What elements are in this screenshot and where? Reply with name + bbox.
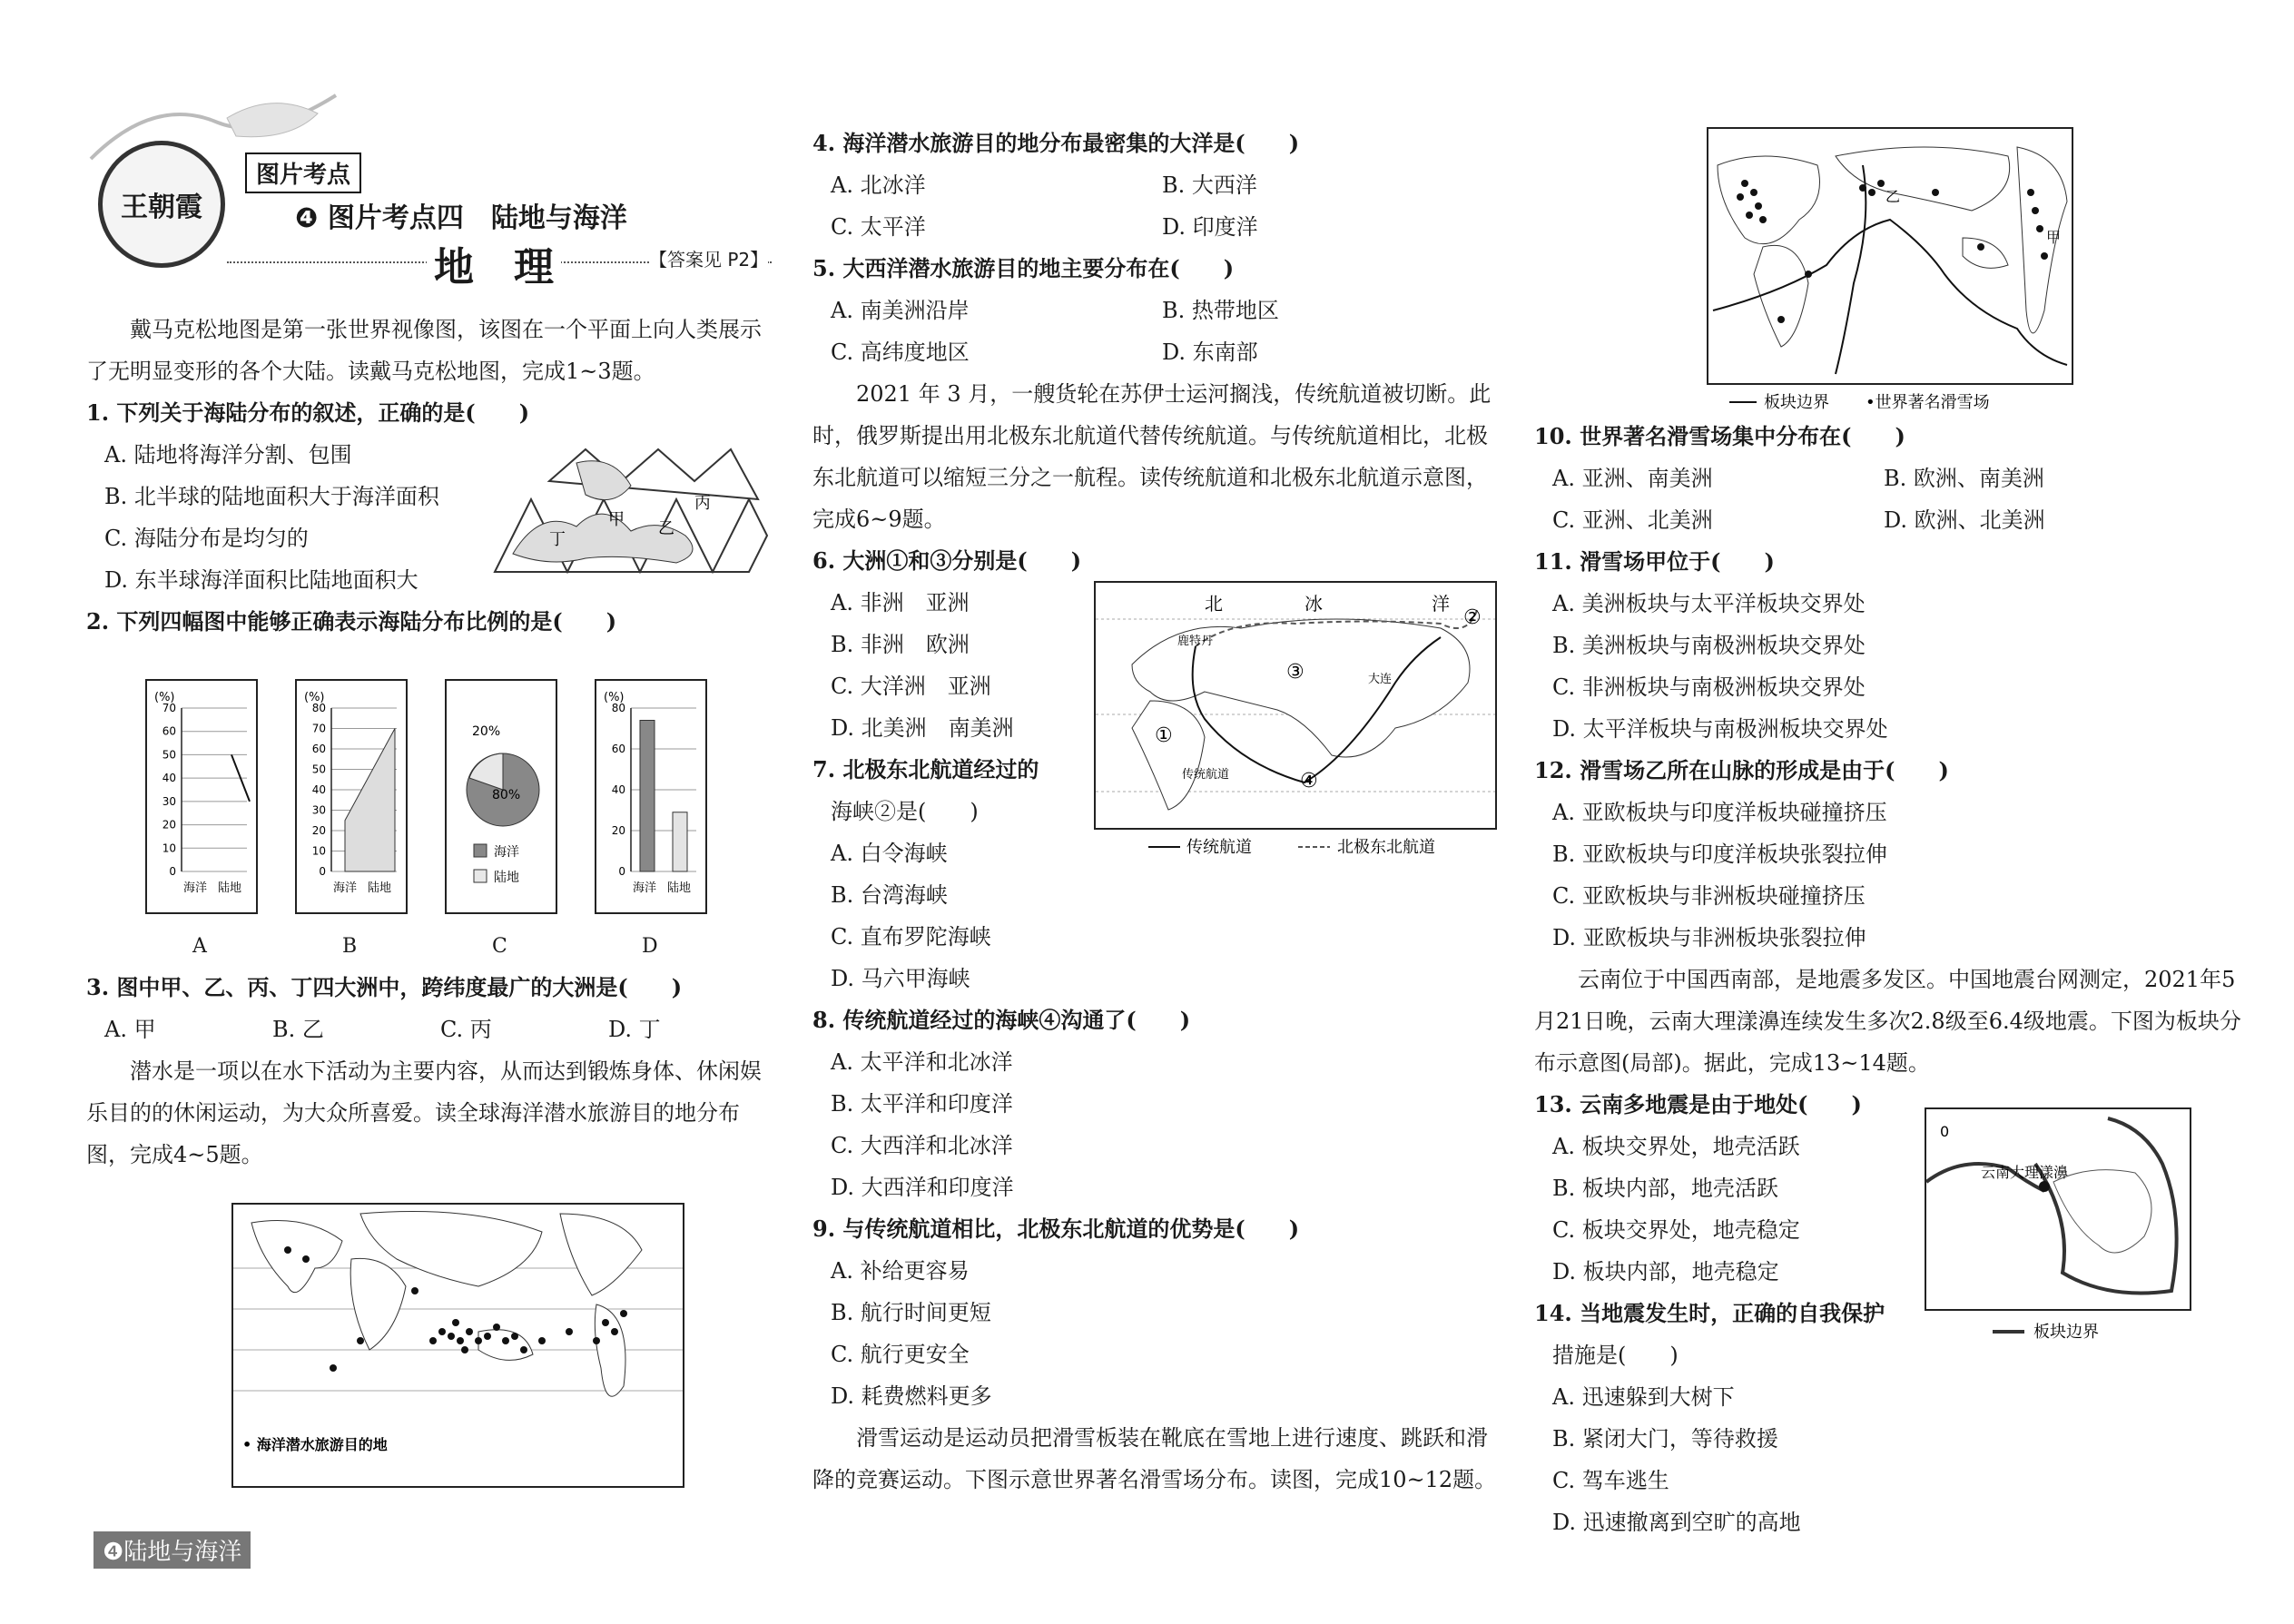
- map3-title-yang: 洋: [1432, 593, 1450, 615]
- q10-option-d[interactable]: D. 欧洲、北美洲: [1884, 507, 2045, 533]
- tick-label: 60: [311, 743, 326, 755]
- q12-option-a[interactable]: A. 亚欧板块与印度洋板块碰撞挤压: [1552, 800, 1887, 825]
- label-circle-1: ①: [1155, 724, 1173, 747]
- q9-option-b[interactable]: B. 航行时间更短: [831, 1300, 991, 1325]
- answer-ref: 【答案见 P2】: [649, 245, 768, 271]
- q3-option-b[interactable]: B. 乙: [272, 1017, 324, 1042]
- intro-5: 云南位于中国西南部，是地震多发区。中国地震台网测定，2021年5月21日晚，云南大理漾濞连续发生多次2.8级至6.4级地震。下图为板块分布示意图(局部)。据此，完成13~14题。: [1534, 967, 2241, 1076]
- yunnan-plate-map: [1925, 1107, 2191, 1311]
- question-7-cont: 海峡②是( ): [831, 799, 979, 824]
- legend-yunnan-plate-boundary: 板块边界: [2033, 1323, 2099, 1342]
- q6-option-a[interactable]: A. 非洲 亚洲: [831, 590, 970, 615]
- label-circle-4: ④: [1300, 770, 1318, 792]
- chart-unit: (%): [154, 691, 175, 704]
- question-11: 11. 滑雪场甲位于( ): [1534, 548, 1775, 575]
- tick-label: 30: [162, 794, 176, 808]
- bar-ocean: [640, 721, 655, 872]
- diving-map: [231, 1203, 684, 1488]
- q14-option-a[interactable]: A. 迅速躲到大树下: [1552, 1384, 1735, 1410]
- tick-label: 70: [162, 702, 176, 714]
- q9-option-a[interactable]: A. 补给更容易: [831, 1258, 970, 1284]
- q4-option-a[interactable]: A. 北冰洋: [831, 172, 926, 198]
- question-10: 10. 世界著名滑雪场集中分布在( ): [1534, 423, 1905, 449]
- tick-label: 0: [169, 865, 176, 878]
- tick-label: 20: [162, 818, 176, 832]
- q14-option-d[interactable]: D. 迅速撤离到空旷的高地: [1552, 1510, 1801, 1535]
- ski-resort-map: [1707, 127, 2073, 385]
- yunnan-place-label: 云南大理漾濞: [1981, 1164, 2069, 1181]
- legend-traditional-route: 传统航道: [1186, 838, 1252, 857]
- tick-label: 80: [311, 702, 326, 714]
- tick-label: 50: [162, 748, 176, 762]
- q12-option-c[interactable]: C. 亚欧板块与非洲板块碰撞挤压: [1552, 883, 1866, 909]
- q13-option-b[interactable]: B. 板块内部，地壳活跃: [1552, 1176, 1778, 1201]
- q8-option-c[interactable]: C. 大西洋和北冰洋: [831, 1133, 1013, 1158]
- tick-label: 60: [162, 724, 176, 738]
- x-label: 海洋: [333, 881, 358, 895]
- q14-option-c[interactable]: C. 驾车逃生: [1552, 1468, 1669, 1493]
- chart-unit: (%): [304, 691, 325, 704]
- pie-label-big: 80%: [492, 788, 521, 802]
- q1-option-a[interactable]: A. 陆地将海洋分割、包围: [104, 442, 352, 468]
- q6-option-b[interactable]: B. 非洲 欧洲: [831, 632, 970, 657]
- q10-option-c[interactable]: C. 亚洲、北美洲: [1552, 507, 1713, 533]
- chart-unit: (%): [604, 691, 625, 704]
- q7-option-c[interactable]: C. 直布罗陀海峡: [831, 924, 991, 950]
- tick-label: 10: [162, 842, 176, 855]
- q12-option-d[interactable]: D. 亚欧板块与非洲板块张裂拉伸: [1552, 925, 1866, 950]
- question-12: 12. 滑雪场乙所在山脉的形成是由于( ): [1534, 757, 1949, 783]
- q13-option-d[interactable]: D. 板块内部，地壳稳定: [1552, 1259, 1779, 1284]
- legend-ski-resort: •世界著名滑雪场: [1866, 393, 1990, 412]
- chart-letter-c: C: [492, 935, 507, 958]
- map3-title-bei: 北: [1205, 593, 1223, 615]
- label-circle-2: ②: [1463, 606, 1482, 629]
- x-label: 陆地: [667, 881, 692, 895]
- q9-option-c[interactable]: C. 航行更安全: [831, 1342, 970, 1367]
- pie-label-small: 20%: [472, 724, 501, 739]
- q3-option-d[interactable]: D. 丁: [608, 1017, 661, 1042]
- dymaxion-map: [477, 445, 776, 581]
- legend-arctic-route: 北极东北航道: [1337, 838, 1435, 857]
- q3-option-a[interactable]: A. 甲: [104, 1017, 156, 1042]
- q4-option-c[interactable]: C. 太平洋: [831, 214, 926, 240]
- logo-text: 王朝霞: [121, 192, 202, 223]
- chart-letter-d: D: [642, 935, 658, 958]
- q9-option-d[interactable]: D. 耗费燃料更多: [831, 1383, 992, 1409]
- q12-option-b[interactable]: B. 亚欧板块与印度洋板块张裂拉伸: [1552, 842, 1887, 867]
- q4-option-b[interactable]: B. 大西洋: [1162, 172, 1257, 198]
- q5-option-a[interactable]: A. 南美洲沿岸: [831, 298, 970, 323]
- tick-label: 20: [311, 824, 326, 837]
- ski-label-yi: 乙: [1885, 188, 1901, 205]
- q11-option-b[interactable]: B. 美洲板块与南极洲板块交界处: [1552, 633, 1866, 658]
- tick-label: 40: [311, 783, 326, 796]
- tick-label: 20: [611, 824, 625, 837]
- question-13: 13. 云南多地震是由于地处( ): [1534, 1091, 1862, 1117]
- q5-option-b[interactable]: B. 热带地区: [1162, 298, 1279, 323]
- x-label: 陆地: [218, 881, 242, 895]
- map3-title-bing: 冰: [1305, 593, 1323, 615]
- tick-label: 50: [311, 763, 326, 776]
- tick-label: 0: [319, 865, 326, 878]
- question-6: 6. 大洲①和③分别是( ): [812, 547, 1082, 574]
- question-7: 7. 北极东北航道经过的: [812, 756, 1039, 782]
- q13-option-c[interactable]: C. 板块交界处，地壳稳定: [1552, 1217, 1800, 1243]
- q8-option-d[interactable]: D. 大西洋和印度洋: [831, 1175, 1014, 1200]
- intro-3: 2021 年 3 月，一艘货轮在苏伊士运河搁浅，传统航道被切断。此时，俄罗斯提出用北极东北航道代替传统航道。与传统航道相比，北极东北航道可以缩短三分之一航程。读传统航道和北极东北航道示意图，完成6~9题。: [812, 381, 1492, 532]
- x-label: 海洋: [183, 881, 208, 895]
- question-14-cont: 措施是( ): [1552, 1343, 1679, 1368]
- yunnan-map-zero: 0: [1940, 1123, 1950, 1140]
- q14-option-b[interactable]: B. 紧闭大门，等待救援: [1552, 1426, 1778, 1452]
- tick-label: 40: [162, 772, 176, 785]
- q10-option-a[interactable]: A. 亚洲、南美洲: [1552, 466, 1713, 491]
- q1-option-d[interactable]: D. 东半球海洋面积比陆地面积大: [104, 567, 418, 593]
- question-2: 2. 下列四幅图中能够正确表示海陆分布比例的是( ): [86, 608, 617, 635]
- q11-option-a[interactable]: A. 美洲板块与太平洋板块交界处: [1552, 591, 1866, 616]
- q10-option-b[interactable]: B. 欧洲、南美洲: [1884, 466, 2044, 491]
- question-8: 8. 传统航道经过的海峡④沟通了( ): [812, 1007, 1191, 1033]
- q4-option-d[interactable]: D. 印度洋: [1162, 214, 1258, 240]
- intro-1: 戴马克松地图是第一张世界视像图，该图在一个平面上向人类展示了无明显变形的各个大陆。读戴马克松地图，完成1~3题。: [86, 317, 762, 384]
- q8-option-b[interactable]: B. 太平洋和印度洋: [831, 1091, 1013, 1117]
- q6-option-d[interactable]: D. 北美洲 南美洲: [831, 715, 1014, 741]
- chart-d: [595, 679, 707, 914]
- intro-2: 潜水是一项以在水下活动为主要内容，从而达到锻炼身体、休闲娱乐目的的休闲运动，为大众所喜爱。读全球海洋潜水旅游目的地分布图，完成4~5题。: [86, 1058, 762, 1167]
- ski-label-jia: 甲: [2046, 229, 2062, 246]
- q11-option-c[interactable]: C. 非洲板块与南极洲板块交界处: [1552, 674, 1866, 700]
- chart-b: [295, 679, 408, 914]
- question-9: 9. 与传统航道相比，北极东北航道的优势是( ): [812, 1216, 1300, 1242]
- q1-option-c[interactable]: C. 海陆分布是均匀的: [104, 526, 309, 551]
- question-3: 3. 图中甲、乙、丙、丁四大洲中，跨纬度最广的大洲是( ): [86, 974, 683, 1000]
- q7-option-b[interactable]: B. 台湾海峡: [831, 882, 948, 908]
- map1-label-bing: 丙: [694, 494, 711, 513]
- chart-c: [445, 679, 557, 914]
- q5-option-d[interactable]: D. 东南部: [1162, 340, 1258, 365]
- q3-option-c[interactable]: C. 丙: [440, 1017, 492, 1042]
- shipping-legend: [1148, 833, 1493, 861]
- q7-option-a[interactable]: A. 白令海峡: [831, 841, 948, 866]
- q11-option-d[interactable]: D. 太平洋板块与南极洲板块交界处: [1552, 716, 1888, 742]
- chart-a: [145, 679, 258, 914]
- tick-label: 80: [611, 702, 625, 714]
- area-shape: [345, 729, 395, 872]
- q8-option-a[interactable]: A. 太平洋和北冰洋: [831, 1049, 1013, 1075]
- map1-label-ding: 丁: [549, 530, 566, 549]
- tick-label: 40: [611, 783, 625, 796]
- footer-badge: ❹陆地与海洋: [94, 1531, 251, 1569]
- q7-option-d[interactable]: D. 马六甲海峡: [831, 966, 970, 991]
- yunnan-legend: [1993, 1318, 2192, 1345]
- label-rotterdam: 鹿特丹: [1177, 635, 1214, 648]
- unit-title: ❹ 图片考点四 陆地与海洋: [295, 202, 627, 234]
- tick-label: 10: [311, 844, 326, 858]
- ski-legend: [1729, 389, 2074, 416]
- subject-title: 地 理: [427, 234, 561, 292]
- q6-option-c[interactable]: C. 大洋洲 亚洲: [831, 674, 991, 699]
- x-label: 海洋: [633, 881, 657, 895]
- x-label: 陆地: [368, 881, 392, 895]
- shipping-route-map: [1094, 581, 1497, 830]
- intro-4: 滑雪运动是运动员把滑雪板装在靴底在雪地上进行速度、跳跃和滑降的竞赛运动。下图示意世界著名滑雪场分布。读图，完成10~12题。: [812, 1425, 1497, 1492]
- legend-ocean: 海洋: [494, 845, 519, 860]
- question-5: 5. 大西洋潜水旅游目的地主要分布在( ): [812, 255, 1235, 281]
- bar-land: [673, 812, 687, 871]
- q5-option-c[interactable]: C. 高纬度地区: [831, 340, 970, 365]
- label-circle-3: ③: [1286, 661, 1305, 684]
- chart-letter-a: A: [192, 935, 207, 958]
- legend-plate-boundary: 板块边界: [1764, 393, 1829, 412]
- tick-label: 0: [618, 865, 625, 878]
- section-tag: 图片考点: [245, 153, 361, 193]
- map1-label-yi: 乙: [658, 519, 674, 538]
- legend-land: 陆地: [494, 871, 519, 885]
- number-badge: ❹: [295, 202, 319, 234]
- q13-option-a[interactable]: A. 板块交界处，地壳活跃: [1552, 1134, 1800, 1159]
- q1-option-b[interactable]: B. 北半球的陆地面积大于海洋面积: [104, 484, 439, 509]
- tick-label: 30: [311, 803, 326, 817]
- question-14: 14. 当地震发生时，正确的自我保护: [1534, 1300, 1885, 1326]
- label-traditional: 传统航道: [1182, 768, 1230, 782]
- map1-label-jia: 甲: [608, 510, 625, 529]
- label-dalian: 大连: [1368, 673, 1393, 686]
- tick-label: 70: [311, 722, 326, 735]
- question-1: 1. 下列关于海陆分布的叙述，正确的是( ): [86, 399, 530, 426]
- tick-label: 60: [611, 743, 625, 755]
- chart-letter-b: B: [342, 935, 358, 958]
- question-4: 4. 海洋潜水旅游目的地分布最密集的大洋是( ): [812, 130, 1300, 156]
- diving-map-legend: • 海洋潜水旅游目的地: [242, 1436, 388, 1453]
